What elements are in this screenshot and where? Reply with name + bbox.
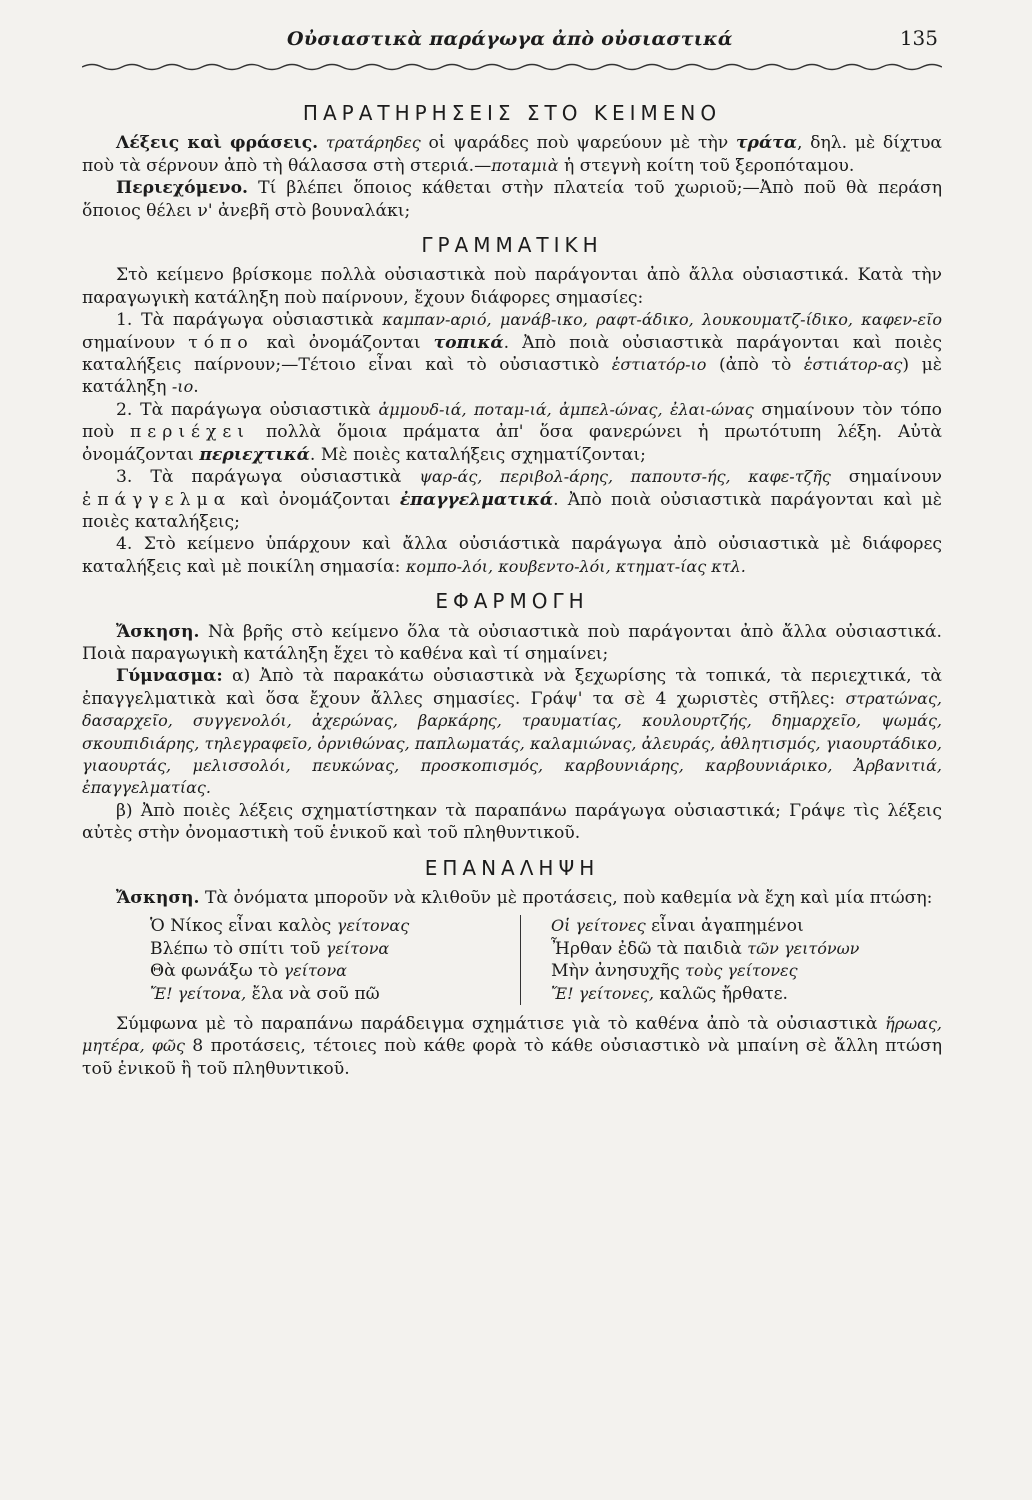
section-title-review: ΕΠΑΝΑΛΗΨΗ xyxy=(424,855,600,880)
page-number: 135 xyxy=(899,26,938,50)
section-title-application: ΕΦΑΡΜΟΓΗ xyxy=(435,589,589,614)
notes-content-paragraph: Περιεχόμενο. Τί βλέπει ὅποιος κάθεται στὴν πλατεία τοῦ χωριοῦ;—Ἀπὸ ποῦ θὰ περάση ὅποιος θέλει ν' ἀνεβῆ στὸ βουναλάκι; xyxy=(82,178,942,221)
review-exercise: Ἄσκηση. Τὰ ὀνόματα μποροῦν νὰ κλιθοῦν μὲ προτάσεις, ποὺ καθεμία νὰ ἔχη καὶ μία πτώση: xyxy=(116,888,933,908)
singular-line: Βλέπω τὸ σπίτι τοῦ γείτονα xyxy=(150,938,390,959)
grammar-point-1: 1. Τὰ παράγωγα οὐσιαστικὰ καμπαν-αριό, μανάβ-ικο, ραφτ-άδικο, λουκουματζ-ίδικο, καφεν-εῖο σημαίνουν τόπο καὶ ὀνομάζονται τοπικά. Ἀπὸ ποιὰ οὐσιαστικὰ παράγονται καὶ ποιὲς καταλήξεις παίρνουν;—Τέτοιο εἶναι καὶ τὸ οὐσιαστικὸ ἑστιατόρ-ιο (ἀπὸ τὸ ἑστιάτορ-ας) μὲ κατάληξη -ιο. xyxy=(82,310,943,398)
section-title-grammar: ΓΡΑΜΜΑΤΙΚΗ xyxy=(421,233,603,258)
singular-column xyxy=(82,915,521,1005)
plural-line: Μὴν ἀνησυχῆς τοὺς γείτονες xyxy=(551,961,798,982)
singular-line: Θὰ φωνάξω τὸ γείτονα xyxy=(150,961,347,982)
plural-line: Ἔ! γείτονες, καλῶς ἤρθατε. xyxy=(551,983,788,1004)
section-title-notes: ΠΑΡΑΤΗΡΗΣΕΙΣ ΣΤΟ ΚΕΙΜΕΝΟ xyxy=(302,101,722,125)
application-exercise: Ἄσκηση. Νὰ βρῆς στὸ κείμενο ὅλα τὰ οὐσιαστικὰ ποὺ παράγονται ἀπὸ ἄλλα οὐσιαστικά. Ποιὰ παραγωγικὴ κατάληξη ἔχει τὸ καθένα καὶ τί σημαίνει; xyxy=(82,621,942,664)
grammar-point-3: 3. Τὰ παράγωγα οὐσιαστικὰ ψαρ-άς, περιβολ-άρης, παπουτσ-ής, καφε-τζῆς σημαίνουν ἐπάγγελμα καὶ ὀνομάζονται ἐπαγγελματικά. Ἀπὸ ποιὰ οὐσιαστικὰ παράγονται καὶ μὲ ποιὲς καταλήξεις; xyxy=(82,467,943,532)
book-page xyxy=(82,18,943,1079)
singular-line: Ὁ Νίκος εἶναι καλὸς γείτονας xyxy=(150,916,410,937)
plural-column xyxy=(521,915,859,1005)
running-title: Οὐσιαστικὰ παράγωγα ἀπὸ οὐσιαστικά xyxy=(287,28,733,50)
application-drill-b: β) Ἀπὸ ποιὲς λέξεις σχηματίστηκαν τὰ παραπάνω παράγωγα οὐσιαστικά; Γράψε τὶς λέξεις αὐτὲς στὴν ὀνομαστικὴ τοῦ ἑνικοῦ καὶ τοῦ πληθυντικοῦ. xyxy=(82,800,942,844)
declension-example xyxy=(82,915,942,1005)
wavy-rule xyxy=(82,60,942,74)
plural-line: Ἦρθαν ἐδῶ τὰ παιδιὰ τῶν γειτόνων xyxy=(551,938,860,959)
grammar-point-2: 2. Τὰ παράγωγα οὐσιαστικὰ ἀμμουδ-ιά, ποταμ-ιά, ἀμπελ-ώνας, ἐλαι-ώνας σημαίνουν τὸν τόπο ποὺ περιέχει πολλὰ ὅμοια πράματα ἀπ' ὅσα φανερώνει ἡ πρωτότυπη λέξη. Αὐτὰ ὀνομάζονται περιεχτικά. Μὲ ποιὲς καταλήξεις σχηματίζονται; xyxy=(82,399,943,465)
review-instruction: Σύμφωνα μὲ τὸ παραπάνω παράδειγμα σχημάτισε γιὰ τὸ καθένα ἀπὸ τὰ οὐσιαστικὰ ἥρωας, μητέρα, φῶς 8 προτάσεις, τέτοιες ποὺ κάθε φορὰ τὸ κάθε οὐσιαστικὸ νὰ μπαίνη σὲ ἄλλη πτώση τοῦ ἑνικοῦ ἢ τοῦ πληθυντικοῦ. xyxy=(82,1014,943,1079)
singular-line: Ἔ! γείτονα, ἔλα νὰ σοῦ πῶ xyxy=(150,983,380,1004)
plural-line: Οἱ γείτονες εἶναι ἀγαπημένοι xyxy=(551,916,804,937)
page-header xyxy=(82,18,942,58)
grammar-point-4: 4. Στὸ κείμενο ὑπάρχουν καὶ ἄλλα οὐσιάστικὰ παράγωγα ἀπὸ οὐσιαστικὰ μὲ διάφορες καταλήξεις καὶ μὲ ποικίλη σημασία: κομπο-λόι, κουβεντο-λόι, κτηματ-ίας κτλ. xyxy=(82,534,942,577)
notes-words-paragraph: Λέξεις καὶ φράσεις. τρατάρηδες οἱ ψαράδες ποὺ ψαρεύουν μὲ τὴν τράτα, δηλ. μὲ δίχτυα ποὺ τὰ σέρνουν ἀπὸ τὴ θάλασσα στὴ στεριά.—ποταμιὰ ἡ στεγνὴ κοίτη τοῦ ξεροπόταμου. xyxy=(82,133,942,176)
grammar-intro: Στὸ κείμενο βρίσκομε πολλὰ οὐσιαστικὰ ποὺ παράγονται ἀπὸ ἄλλα οὐσιαστικά. Κατὰ τὴν παραγωγικὴ κατάληξη ποὺ παίρνουν, ἔχουν διάφορες σημασίες: xyxy=(82,265,942,308)
page-content xyxy=(82,98,942,1080)
application-drill-a: Γύμνασμα: α) Ἀπὸ τὰ παρακάτω οὐσιαστικὰ νὰ ξεχωρίσης τὰ τοπικά, τὰ περιεχτικά, τὰ ἐπαγγελματικὰ καὶ ὅσα ἔχουν ἄλλες σημασίες. Γράψ' τα σὲ 4 χωριστὲς στῆλες: στρατώνας, δασαρχεῖο, συγγενολόι, ἀχερώνας, βαρκάρης, τραυματίας, κουλουρτζής, δημαρχεῖο, ψωμάς, σκουπιδιάρης, τηλεγραφεῖο, ὀρνιθώνας, παπλωματάς, καλαμιώνας, ἀλευράς, ἀθλητισμός, γιαουρτάδικο, γιαουρτάς, μελισσολόι, πευκώνας, προσκοπισμός, καρβουνιάρης, καρβουνιάρικο, Ἀρβανιτιά, ἐπαγγελματίας. xyxy=(82,666,942,798)
